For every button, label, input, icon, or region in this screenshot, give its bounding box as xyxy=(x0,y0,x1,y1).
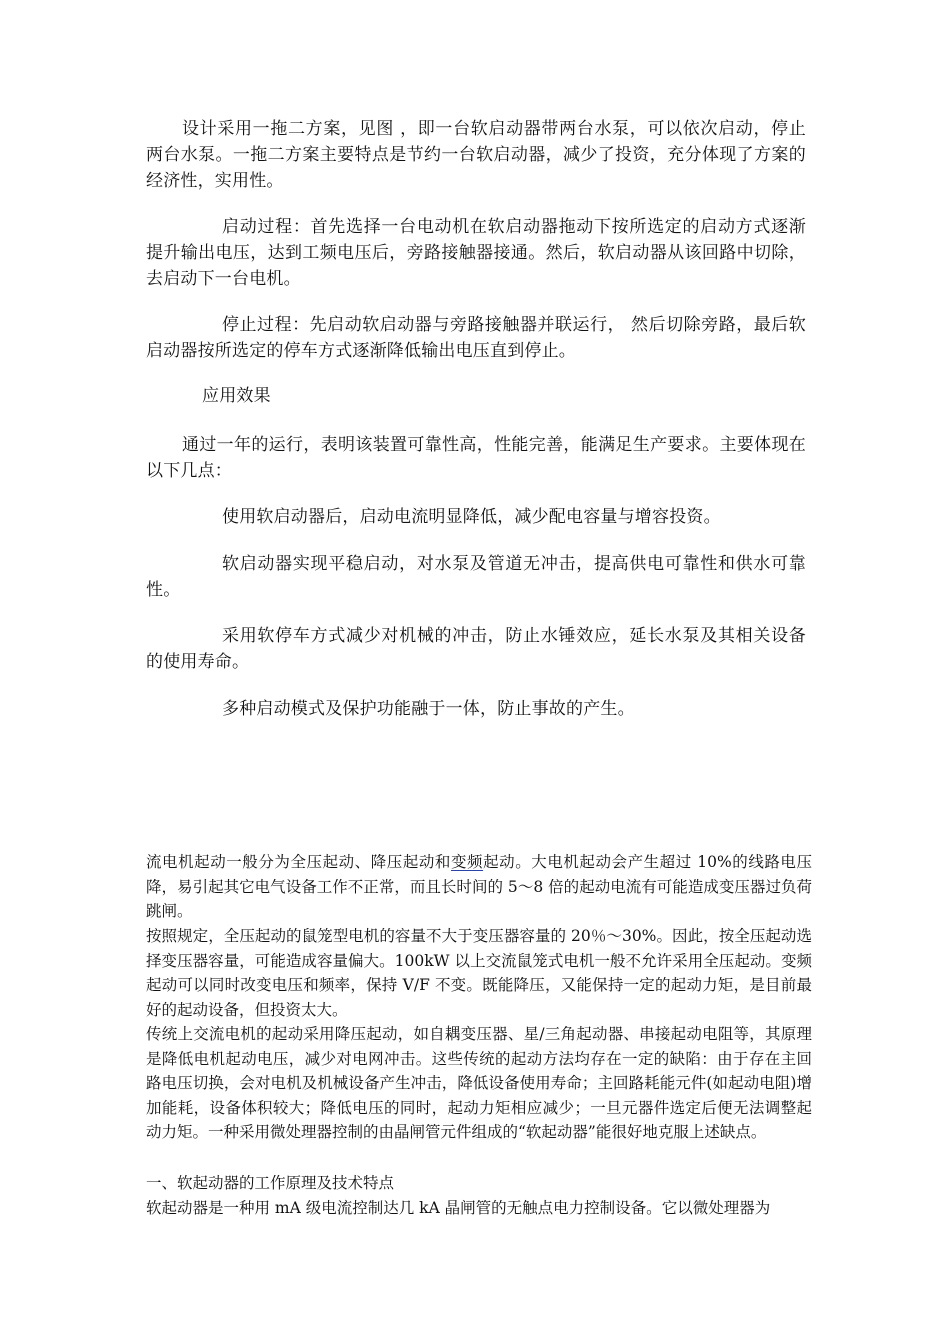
paragraph-stop-process: 停止过程：先启动软启动器与旁路接触器并联运行， 然后切除旁路，最后软启动器按所选定的停车方式逐渐降低输出电压直到停止。 xyxy=(146,315,806,361)
paragraph-point-2: 软启动器实现平稳启动，对水泵及管道无冲击，提高供电可靠性和供水可靠性。 xyxy=(146,554,806,600)
paragraph-regulations: 按照规定，全压起动的鼠笼型电机的容量不大于变压器容量的 20％～30%。因此，按全压起动选择变压器容量，可能造成容量偏大。100kW 以上交流鼠笼式电机一般不允许采用全压起动。变频起动可以同时改变电压和频率，保持 V/F 不变。既能降压，又能保持一定的起动力矩，是目前最好的起动设备，但投资太大。 xyxy=(146,927,812,1019)
paragraph-scheme: 设计采用一拖二方案，见图 ，即一台软启动器带两台水泵，可以依次启动，停止两台水泵。一拖二方案主要特点是节约一台软启动器，减少了投资，充分体现了方案的经济性，实用性。 xyxy=(146,119,806,191)
paragraph-point-4: 多种启动模式及保护功能融于一体，防止事故的产生。 xyxy=(222,699,635,719)
paragraph-point-1: 使用软启动器后，启动电流明显降低，减少配电容量与增容投资。 xyxy=(222,507,721,527)
paragraph-start-process: 启动过程：首先选择一台电动机在软启动器拖动下按所选定的启动方式逐渐提升输出电压，达到工频电压后，旁路接触器接通。然后，软启动器从该回路中切除，去启动下一台电机。 xyxy=(146,217,806,289)
section-heading-principle: 一、软起动器的工作原理及技术特点 xyxy=(146,1174,395,1192)
text-segment: 流电机起动一般分为全压起动、降压起动和 xyxy=(146,853,451,871)
heading-application-effect: 应用效果 xyxy=(202,386,271,406)
paragraph-traditional-start: 传统上交流电机的起动采用降压起动，如自耦变压器、星/三角起动器、串接起动电阻等，其原理是降低电机起动电压，减少对电网冲击。这些传统的起动方法均存在一定的缺陷：由于存在主回路电压切换，会对电机及机械设备产生冲击，降低设备使用寿命；主回路耗能元件(如起动电阻)增加能耗，设备体积较大；降低电压的同时，起动力矩相应减少；一旦元器件选定后便无法调整起动力矩。一种采用微处理器控制的由晶闸管元件组成的“软起动器”能很好地克服上述缺点。 xyxy=(146,1025,812,1141)
paragraph-operation-result: 通过一年的运行，表明该装置可靠性高，性能完善，能满足生产要求。主要体现在以下几点： xyxy=(146,435,806,481)
paragraph-motor-start-methods xyxy=(146,850,812,924)
paragraph-soft-starter-intro: 软起动器是一种用 mA 级电流控制达几 kA 晶闸管的无触点电力控制设备。它以微处理器为 xyxy=(146,1199,771,1217)
text-segment: 起动。大电机起动会产生超过 10%的线路电压降，易引起其它电气设备工作不正常，而且长时间的 5～8 倍的起动电流有可能造成变压器过负荷跳闸。 xyxy=(146,853,812,920)
link-variable-frequency[interactable]: 变频 xyxy=(451,853,484,871)
paragraph-point-3: 采用软停车方式减少对机械的冲击，防止水锤效应，延长水泵及其相关设备的使用寿命。 xyxy=(146,626,806,672)
